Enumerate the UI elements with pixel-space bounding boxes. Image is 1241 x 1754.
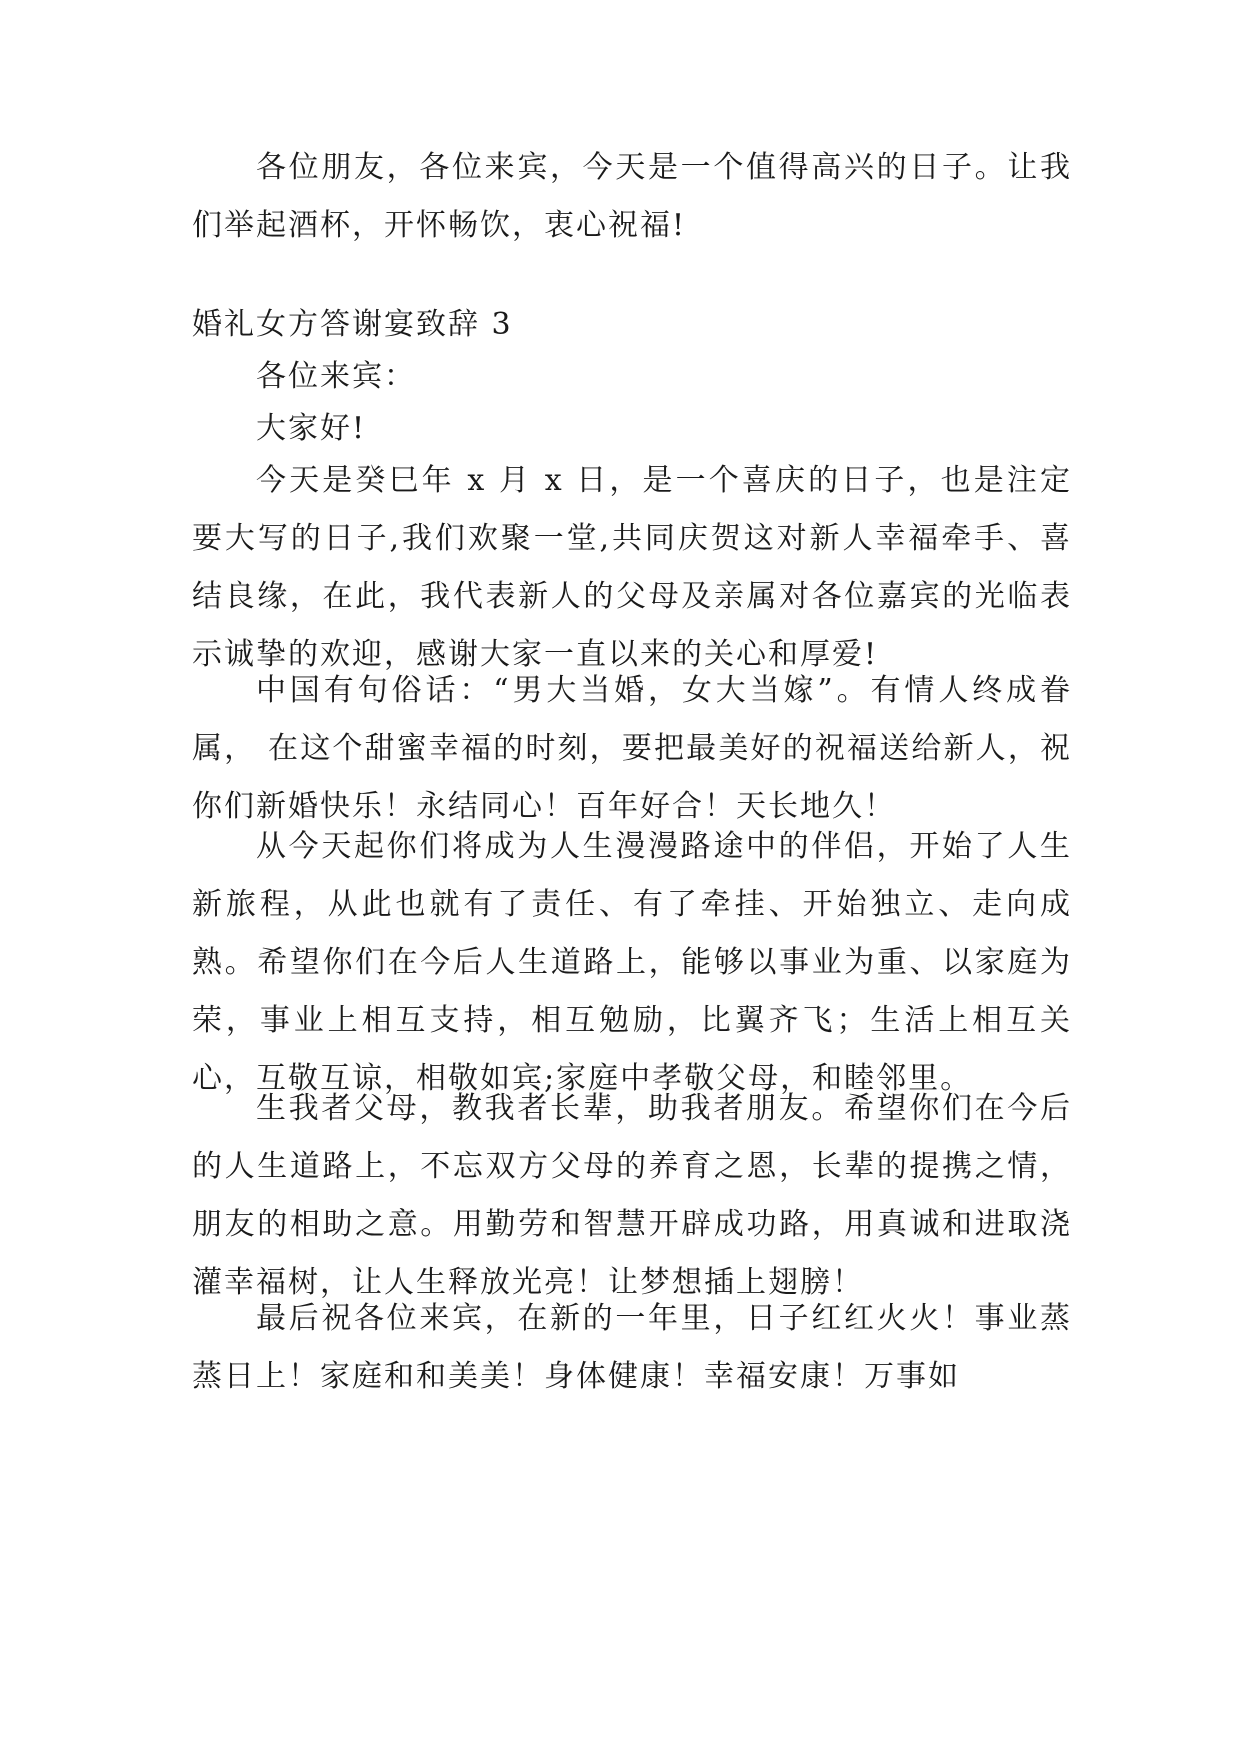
opening-paragraph: 各位朋友，各位来宾，今天是一个值得高兴的日子。让我们举起酒杯，开怀畅饮，衷心祝福! bbox=[192, 150, 1072, 243]
greeting: 大家好! bbox=[256, 411, 367, 446]
body-paragraph-5: 最后祝各位来宾，在新的一年里，日子红红火火！事业蒸蒸日上！家庭和和美美！身体健康！幸福安康！万事如 bbox=[192, 1301, 1072, 1394]
body-paragraph-3: 从今天起你们将成为人生漫漫路途中的伴侣，开始了人生新旅程，从此也就有了责任、有了牵挂、开始独立、走向成熟。希望你们在今后人生道路上，能够以事业为重、以家庭为荣，事业上相互支持，相互勉励，比翼齐飞；生活上相互关心，互敬互谅，相敬如宾;家庭中孝敬父母，和睦邻里。 bbox=[192, 829, 1072, 1096]
body-paragraph-1: 今天是癸巳年 x 月 x 日，是一个喜庆的日子，也是注定要大写的日子,我们欢聚一堂,共同庆贺这对新人幸福牵手、喜结良缘，在此，我代表新人的父母及亲属对各位嘉宾的光临表示诚挚的欢迎，感谢大家一直以来的关心和厚爱! bbox=[192, 463, 1072, 672]
body-paragraph-2: 中国有句俗话：“男大当婚，女大当嫁”。有情人终成眷属， 在这个甜蜜幸福的时刻，要把最美好的祝福送给新人，祝你们新婚快乐！永结同心！百年好合！天长地久！ bbox=[192, 673, 1072, 824]
section-title: 婚礼女方答谢宴致辞 3 bbox=[192, 307, 513, 342]
body-paragraph-4: 生我者父母，教我者长辈，助我者朋友。希望你们在今后的人生道路上，不忘双方父母的养育之恩，长辈的提携之情，朋友的相助之意。用勤劳和智慧开辟成功路，用真诚和进取浇灌幸福树，让人生释放光亮！让梦想插上翅膀！ bbox=[192, 1091, 1072, 1300]
salutation: 各位来宾： bbox=[256, 359, 416, 394]
